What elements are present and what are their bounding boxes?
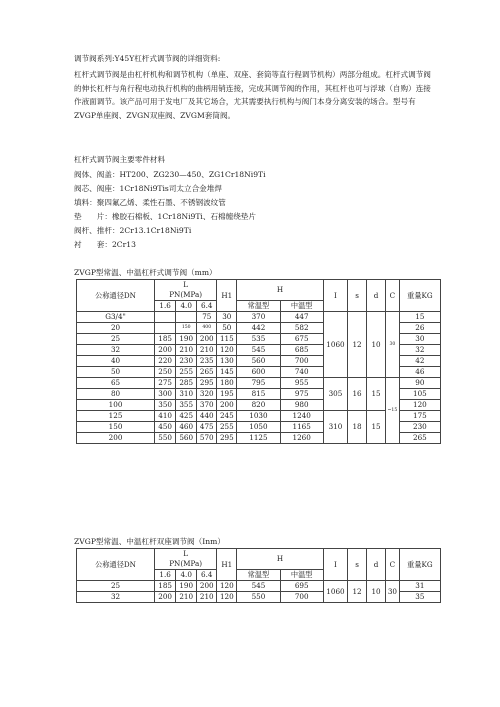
cell: 570 [197,433,217,444]
cell-s-group3: 18 [348,411,367,444]
cell: 150 [77,422,155,433]
cell: 30 [217,312,237,323]
cell: 26 [399,323,440,334]
cell: 200 [155,592,176,603]
cell: 1260 [280,433,323,444]
cell: 300 [155,389,176,400]
cell: 46 [399,367,440,378]
cell: 31 [399,581,440,592]
material-line: 阀体、阀盖：HT200、ZG230—450、ZG1Cr18Ni9Ti [74,170,266,179]
cell: 30 [399,334,440,345]
cell-d-group2: 15 [367,378,386,411]
cell: 210 [176,592,197,603]
cell: 50 [77,367,155,378]
cell: 535 [237,334,280,345]
cell: 200 [197,581,217,592]
cell: 15 [399,312,440,323]
cell: 180 [217,378,237,389]
cell-c-group2: ~15 [386,378,400,444]
cell: 210 [176,345,197,356]
cell: 980 [280,400,323,411]
cell: 245 [217,411,237,422]
cell: 210 [197,592,217,603]
cell-s-group1: 12 [348,312,367,378]
header-pn-1: 1.6 [155,301,176,312]
header-I: I [323,549,347,581]
cell: 442 [237,323,280,334]
header-h1 [217,280,237,312]
cell: 210 [197,345,217,356]
header-dn: 公称通径DN [77,280,155,312]
cell: 105 [399,389,440,400]
cell: 460 [176,422,197,433]
header-pn: PN(MPa) [155,290,217,301]
cell: 425 [176,411,197,422]
cell: 220 [155,356,176,367]
cell-d-group: 10 [367,581,386,603]
material-line: 阀杆、推杆：2Cr13.1Cr18Ni9Ti [74,226,192,235]
cell: 190 [176,581,197,592]
cell: 370 [237,312,280,323]
cell-s-group2: 16 [348,378,367,411]
cell: 1165 [280,422,323,433]
heading: 调节阀系列:Y45Y杠杆式调节阀的详细资料: [74,54,221,63]
cell: 90 [399,378,440,389]
cell: 400 [197,323,217,334]
table-row [77,378,441,389]
material-line: 垫 片：橡胶石棉板、1Cr18Ni9Ti、石棉缠绕垫片 [74,212,257,221]
header-dn: 公称通径DN [77,549,155,581]
cell: 35 [399,592,440,603]
cell: 675 [280,334,323,345]
cell: 32 [399,345,440,356]
cell [176,312,197,323]
cell: 75 [197,312,217,323]
cell: 350 [155,400,176,411]
cell: 550 [237,592,280,603]
material-line: 衬 套：2Cr13 [74,240,136,249]
cell: 545 [237,581,280,592]
cell-I-group: 1060 [323,581,347,603]
cell: 50 [217,323,237,334]
cell: 20 [77,323,155,334]
cell-I-group2: 305 [323,378,347,411]
cell: 975 [280,389,323,400]
table1-caption: ZVGP型常温、中温杠杆式调节阀（mm） [74,268,217,277]
cell: 550 [155,433,176,444]
cell: 320 [197,389,217,400]
cell: 120 [217,581,237,592]
cell: 175 [399,411,440,422]
cell: 685 [280,345,323,356]
cell: 275 [155,378,176,389]
header-I: I [323,280,347,312]
header-pn-2: 4.0 [176,570,197,581]
cell: 200 [155,345,176,356]
header-pn-1: 1.6 [155,570,176,581]
header-H: H [237,549,324,570]
cell: 820 [237,400,280,411]
cell: 130 [217,356,237,367]
header-d: d [367,549,386,581]
cell: 265 [197,367,217,378]
cell-s-group: 12 [348,581,367,603]
cell: 195 [217,389,237,400]
cell: 230 [176,356,197,367]
header-h-normal: 常温型 [237,570,280,581]
header-L: L [155,280,217,291]
cell: 65 [77,378,155,389]
cell: 1050 [237,422,280,433]
cell: 200 [217,400,237,411]
header-pn-3: 6.4 [197,570,217,581]
cell-d-group1: 10 [367,312,386,378]
header-H: H [237,280,324,301]
cell: 32 [77,592,155,603]
material-line: 阀芯、阀座：1Cr18Ni9Tis司太立合金堆焊 [74,184,222,193]
header-h-medium: 中温型 [280,301,323,312]
cell-c-group1: 30 [386,312,400,378]
cell: 740 [280,367,323,378]
cell: 25 [77,581,155,592]
cell: 295 [197,378,217,389]
cell: 410 [155,411,176,422]
cell: 190 [176,334,197,345]
cell: 560 [237,356,280,367]
cell: 285 [176,378,197,389]
cell: 255 [176,367,197,378]
cell-c-group: 30 [386,581,400,603]
header-pn: PN(MPa) [155,559,217,570]
intro-paragraph: 杠杆式调节阀是由杠杆机构和调节机构（单座、双座、套筒等直行程调节机构）两部分组成。杠杆式调节阀的伸长杠杆与角行程电动执行机构的曲柄用销连接，完成其调节阀的作用，其杠杆也可与浮球（自购）连接作液面调节。该产品可用于发电厂及其它场合，尤其需要执行机构与阀门本身分离安装的场合。型号有ZVGP单座阀、ZVGN双座阀、ZVGM套筒阀。 [74,70,431,120]
cell: 447 [280,312,323,323]
table-row [77,312,441,323]
cell: 115 [217,334,237,345]
cell: 795 [237,378,280,389]
header-h1-label: H1 [221,290,233,300]
cell: G3/4" [77,312,155,323]
cell-I-group3: 310 [323,411,347,444]
cell: 475 [197,422,217,433]
cell: 560 [176,433,197,444]
cell: 815 [237,389,280,400]
header-h-medium: 中温型 [280,570,323,581]
header-s: s [348,280,367,312]
cell-I-group1: 1060 [323,312,347,378]
cell: 100 [77,400,155,411]
cell: 145 [217,367,237,378]
cell: 545 [237,345,280,356]
cell: 42 [399,356,440,367]
cell: 120 [399,400,440,411]
header-h-normal: 常温型 [237,301,280,312]
cell: 310 [176,389,197,400]
cell: 700 [280,592,323,603]
cell-d-group3: 15 [367,411,386,444]
cell: 1125 [237,433,280,444]
cell: 295 [217,433,237,444]
cell: 40 [77,356,155,367]
cell: 450 [155,422,176,433]
table2 [76,548,441,603]
cell: 955 [280,378,323,389]
cell: 125 [77,411,155,422]
cell: 80 [77,389,155,400]
cell: 120 [217,592,237,603]
header-L: L [155,549,217,560]
header-pn-3: 6.4 [197,301,217,312]
header-c: C [386,549,400,581]
header-s: s [348,549,367,581]
cell: 370 [197,400,217,411]
header-c: C [386,280,400,312]
cell: 600 [237,367,280,378]
header-weight: 重量KG [399,280,440,312]
cell: 695 [280,581,323,592]
cell: 1240 [280,411,323,422]
cell: 185 [155,581,176,592]
table-row [77,581,441,592]
header-pn-2: 4.0 [176,301,197,312]
materials-title: 杠杆式调节阀主要零件材料 [74,155,166,164]
cell [155,312,176,323]
cell: 200 [77,433,155,444]
cell: 25 [77,334,155,345]
cell: 582 [280,323,323,334]
cell: 185 [155,334,176,345]
cell: 230 [399,422,440,433]
cell: 355 [176,400,197,411]
cell: 200 [197,334,217,345]
table1 [76,279,441,444]
cell: 235 [197,356,217,367]
cell: 120 [217,345,237,356]
cell: 440 [197,411,217,422]
cell: 150 [176,323,197,334]
cell: 250 [155,367,176,378]
cell [155,323,176,334]
header-h1: H1 [217,549,237,581]
header-d: d [367,280,386,312]
cell: 265 [399,433,440,444]
cell: 255 [217,422,237,433]
material-line: 填料：聚四氟乙烯、柔性石墨、不锈钢波纹管 [74,198,226,207]
table2-caption: ZVGP型常温、中温杠杆双座调节阀（Inm） [74,537,225,546]
header-weight: 重量KG [399,549,440,581]
cell: 700 [280,356,323,367]
cell: 1030 [237,411,280,422]
cell: 32 [77,345,155,356]
